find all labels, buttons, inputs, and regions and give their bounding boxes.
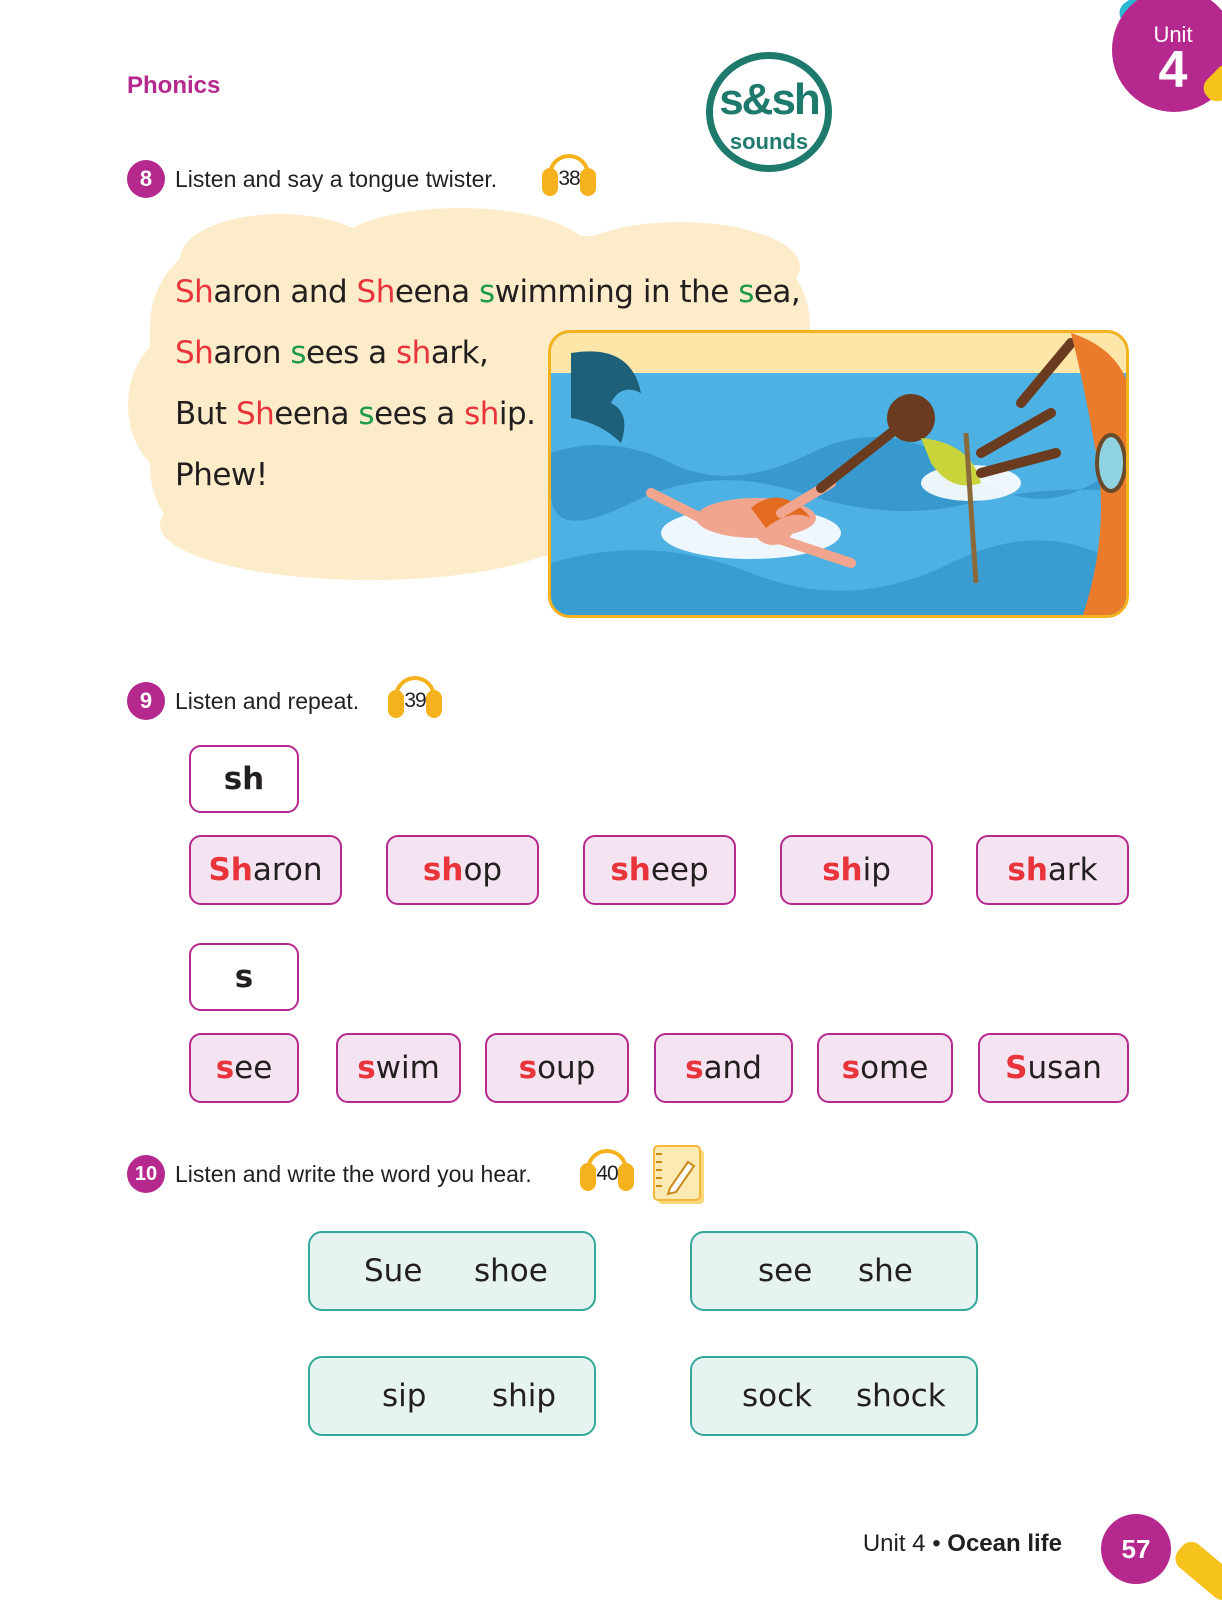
highlight-letters: sh: [610, 852, 651, 888]
word-card-sh-1[interactable]: [189, 835, 342, 905]
rhyme-text: ees a: [306, 335, 397, 371]
rhyme-text: aron: [213, 335, 291, 371]
page-number: 57: [1101, 1514, 1171, 1584]
highlight-letters: s: [215, 1050, 235, 1086]
word-rest: aron: [252, 852, 323, 888]
pair-word-a: sock: [742, 1378, 813, 1414]
highlight-letters: s: [685, 1050, 704, 1086]
highlighted-letters: s: [738, 274, 754, 310]
word-card-s-2[interactable]: [336, 1033, 461, 1103]
highlighted-letters: sh: [464, 396, 499, 432]
highlighted-letters: sh: [396, 335, 431, 371]
word-rest: usan: [1027, 1050, 1102, 1086]
word-rest: oup: [537, 1050, 596, 1086]
exercise-8-instruction: Listen and say a tongue twister.: [175, 166, 498, 192]
footer-title: Ocean life: [947, 1530, 1062, 1557]
exercise-9-instruction: Listen and repeat.: [175, 688, 360, 714]
rhyme-text: eena: [394, 274, 480, 310]
unit-number: 4: [1158, 41, 1188, 99]
word-rest: ee: [234, 1050, 273, 1086]
rhyme-text: wimming in the: [494, 274, 739, 310]
stamp-main: s&sh: [719, 75, 819, 124]
rhyme-text: aron and: [213, 274, 357, 310]
word-pair-1[interactable]: [308, 1231, 596, 1311]
stamp-sub: sounds: [729, 129, 809, 154]
word-pair-4[interactable]: [690, 1356, 978, 1436]
sound-stamp: [706, 52, 832, 172]
rhyme-text: eena: [274, 396, 359, 432]
highlighted-letters: s: [290, 335, 307, 371]
exercise-10-instruction: Listen and write the word you hear.: [175, 1161, 532, 1187]
unit-word: Unit: [1153, 22, 1193, 47]
swimming-illustration: [548, 330, 1129, 618]
track-number: 39: [404, 689, 426, 712]
rhyme-line-2: [175, 335, 488, 371]
highlight-letters: s: [518, 1050, 538, 1086]
word-pair-3[interactable]: [308, 1356, 596, 1436]
rhyme-text: ip.: [498, 396, 536, 432]
footer-unit-title: [863, 1530, 1062, 1558]
word-card-sh-3[interactable]: [583, 835, 736, 905]
word-rest: op: [463, 852, 503, 888]
highlighted-letters: Sh: [175, 335, 214, 371]
audio-track-38[interactable]: [540, 152, 598, 198]
rhyme-line-3: [175, 396, 536, 432]
highlighted-letters: Sh: [356, 274, 395, 310]
word-rest: ome: [860, 1050, 929, 1086]
highlight-letters: sh: [1007, 852, 1048, 888]
word-card-s-5[interactable]: [817, 1033, 953, 1103]
highlighted-letters: s: [358, 396, 375, 432]
audio-track-39[interactable]: [386, 674, 444, 720]
track-number: 38: [558, 167, 580, 190]
pair-word-a: see: [758, 1253, 813, 1289]
exercise-8-number: 8: [127, 160, 165, 198]
highlighted-letters: Sh: [175, 274, 214, 310]
sound-label-s: s: [189, 943, 299, 1011]
word-card-s-6[interactable]: [978, 1033, 1129, 1103]
pair-word-b: she: [858, 1253, 913, 1289]
word-card-s-3[interactable]: [485, 1033, 629, 1103]
highlighted-letters: Sh: [235, 396, 275, 432]
exercise-10-number: 10: [127, 1155, 165, 1193]
notepad-pencil-icon: [652, 1144, 708, 1206]
rhyme-text: ark,: [430, 335, 489, 371]
rhyme-line-1: [175, 274, 800, 310]
word-rest: ark: [1047, 852, 1098, 888]
rhyme-line-4: [175, 457, 268, 493]
pair-word-b: shoe: [474, 1253, 548, 1289]
highlight-letters: S: [1005, 1050, 1028, 1086]
highlight-letters: Sh: [208, 852, 253, 888]
rhyme-text: But: [175, 396, 236, 432]
word-pair-2[interactable]: [690, 1231, 978, 1311]
highlight-letters: s: [841, 1050, 861, 1086]
pair-word-a: sip: [382, 1378, 427, 1414]
highlighted-letters: s: [479, 274, 495, 310]
word-rest: eep: [650, 852, 709, 888]
footer-bullet: •: [932, 1530, 941, 1557]
highlight-letters: s: [357, 1050, 376, 1086]
ocean-scene-image: [551, 333, 1129, 618]
word-card-s-4[interactable]: [654, 1033, 793, 1103]
highlight-letters: sh: [422, 852, 464, 888]
word-card-s-1[interactable]: [189, 1033, 299, 1103]
word-rest: wim: [375, 1050, 440, 1086]
pair-word-b: ship: [492, 1378, 557, 1414]
word-card-sh-5[interactable]: [976, 835, 1129, 905]
word-rest: and: [703, 1050, 762, 1086]
pair-word-a: Sue: [364, 1253, 423, 1289]
rhyme-text: ea,: [753, 274, 801, 310]
decorative-stripe-footer: [1171, 1537, 1222, 1600]
track-number: 40: [596, 1162, 618, 1185]
section-label: Phonics: [127, 72, 221, 99]
highlight-letters: sh: [822, 852, 863, 888]
rhyme-text: ees a: [374, 396, 465, 432]
pair-word-b: shock: [856, 1378, 946, 1414]
audio-track-40[interactable]: [578, 1147, 636, 1193]
exercise-9-number: 9: [127, 682, 165, 720]
word-rest: ip: [862, 852, 891, 888]
footer-unit: Unit 4: [862, 1530, 926, 1557]
word-card-sh-2[interactable]: [386, 835, 539, 905]
rhyme-text: Phew!: [175, 457, 268, 493]
word-card-sh-4[interactable]: [780, 835, 933, 905]
sound-label-sh: sh: [189, 745, 299, 813]
